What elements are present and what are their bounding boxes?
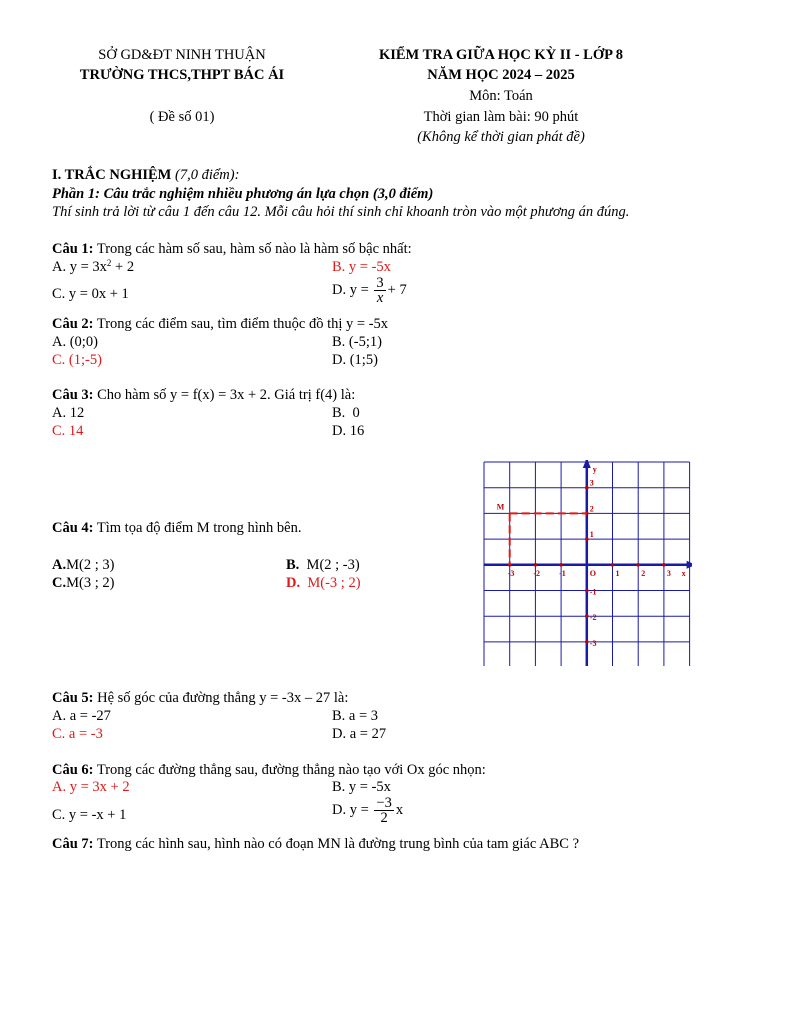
section-heading — [52, 166, 239, 184]
question-5 — [52, 689, 348, 707]
exam-code: ( Đề số 01) — [149, 109, 215, 125]
option-d[interactable]: D. 16 — [332, 423, 365, 439]
option-a-text: A. y = 3x — [52, 259, 107, 275]
x-tick-label: 1 — [615, 568, 620, 578]
part1-heading: Phần 1: Câu trắc nghiệm nhiều phương án lựa chọn (3,0 điểm) — [52, 186, 434, 202]
question-label: Câu 1: — [52, 241, 94, 257]
question-label: Câu 4: — [52, 520, 94, 536]
tick-mark — [585, 640, 589, 644]
question-2 — [52, 315, 388, 333]
question-label: Câu 5: — [52, 690, 94, 706]
option-key: B. — [286, 557, 300, 573]
origin-label: O — [589, 568, 597, 578]
instruction: Thí sinh trả lời từ câu 1 đến câu 12. Mỗi câu hỏi thí sinh chỉ khoanh tròn vào một phương án đúng. — [52, 204, 630, 220]
option-d-tail: x — [395, 801, 404, 818]
option-c[interactable]: C. y = 0x + 1 — [52, 286, 129, 302]
tick-mark — [534, 563, 538, 567]
tick-mark — [636, 563, 640, 567]
exam-title: KIỂM TRA GIỮA HỌC KỲ II - LỚP 8 — [378, 47, 624, 63]
option-b[interactable]: B. y = -5x — [332, 259, 391, 275]
question-6 — [52, 761, 486, 779]
x-axis-arrow — [687, 561, 692, 569]
school-name: TRƯỜNG THCS,THPT BÁC ÁI — [79, 67, 285, 83]
subject: Môn: Toán — [469, 88, 533, 104]
question-label: Câu 3: — [52, 387, 94, 403]
question-text: Hệ số góc của đường thẳng y = -3x – 27 là: — [97, 690, 349, 706]
option-c[interactable]: C. (1;-5) — [52, 352, 102, 368]
y-tick-label: 2 — [589, 504, 594, 514]
option-d[interactable]: D. (1;5) — [332, 352, 378, 368]
tick-mark — [585, 486, 589, 490]
option-d[interactable] — [286, 574, 361, 592]
option-d[interactable] — [332, 796, 403, 825]
option-a[interactable]: A. y = 3x + 2 — [52, 779, 130, 795]
option-b[interactable]: B. 0 — [332, 405, 360, 421]
tick-mark — [585, 614, 589, 618]
option-a[interactable] — [52, 556, 114, 574]
y-tick-label: -3 — [589, 638, 597, 648]
x-axis-label: x — [681, 568, 686, 578]
y-tick-label: -2 — [589, 613, 597, 623]
option-a[interactable] — [52, 258, 134, 276]
question-text: Tìm tọa độ điểm M trong hình bên. — [96, 520, 302, 536]
y-tick-label: -1 — [589, 587, 597, 597]
coordinate-graph — [482, 460, 692, 666]
option-key: D. — [286, 575, 301, 591]
option-c[interactable] — [52, 574, 114, 592]
x-tick-label: 2 — [641, 568, 646, 578]
option-a[interactable]: A. (0;0) — [52, 334, 98, 350]
y-tick-label: 1 — [589, 530, 594, 540]
question-label: Câu 6: — [52, 762, 94, 778]
tick-mark — [662, 563, 666, 567]
tick-mark — [559, 563, 563, 567]
x-tick-label: -2 — [533, 568, 541, 578]
option-value: M(3 ; 2) — [66, 575, 115, 591]
x-tick-label: -1 — [559, 568, 566, 578]
graph-labels — [497, 465, 686, 648]
axes — [484, 460, 692, 666]
question-text: Cho hàm số y = f(x) = 3x + 2. Giá trị f(4) là: — [97, 387, 356, 403]
option-b[interactable]: B. y = -5x — [332, 779, 391, 795]
y-axis-label: y — [592, 465, 597, 474]
option-d-text: D. y = — [332, 801, 369, 818]
y-tick-label: 3 — [589, 478, 594, 488]
option-b[interactable]: B. (-5;1) — [332, 334, 382, 350]
time-note: (Không kể thời gian phát đề) — [417, 129, 585, 145]
x-tick-label: 3 — [666, 568, 671, 578]
question-4 — [52, 519, 301, 537]
fraction-numerator: 3 — [376, 275, 384, 291]
tick-mark — [611, 563, 615, 567]
option-key: A. — [52, 557, 67, 573]
question-text: Trong các hình sau, hình nào có đoạn MN là đường trung bình của tam giác ABC ? — [96, 836, 580, 852]
option-a[interactable]: A. a = -27 — [52, 708, 111, 724]
option-d-tail: + 7 — [387, 281, 407, 298]
fraction-denominator: x — [376, 290, 384, 306]
tick-mark — [585, 537, 589, 541]
option-b[interactable]: B. a = 3 — [332, 708, 379, 724]
tick-mark — [585, 589, 589, 593]
option-d[interactable]: D. a = 27 — [332, 726, 387, 742]
question-label: Câu 2: — [52, 316, 94, 332]
y-axis-arrow — [583, 460, 591, 468]
department-name: SỞ GD&ĐT NINH THUẬN — [98, 47, 266, 63]
option-a[interactable]: A. 12 — [52, 405, 85, 421]
question-label: Câu 7: — [52, 836, 94, 852]
option-value: M(2 ; 3) — [66, 557, 115, 573]
school-year: NĂM HỌC 2024 – 2025 — [427, 67, 575, 83]
option-c[interactable]: C. 14 — [52, 423, 84, 439]
x-tick-label: -3 — [507, 568, 515, 578]
option-value: M(-3 ; 2) — [307, 575, 361, 591]
question-text: Trong các đường thẳng sau, đường thẳng nào tạo với Ox góc nhọn: — [96, 762, 486, 778]
option-b[interactable] — [286, 556, 360, 574]
point-m-label: M — [496, 502, 505, 512]
exponent: 2 — [106, 258, 112, 268]
option-c[interactable]: C. y = -x + 1 — [52, 807, 127, 823]
question-7 — [52, 835, 579, 853]
option-d-text: D. y = — [332, 281, 369, 298]
option-d[interactable] — [332, 276, 407, 305]
section-title: I. TRẮC NGHIỆM — [52, 167, 172, 183]
question-1 — [52, 240, 412, 258]
question-text: Trong các hàm số sau, hàm số nào là hàm số bậc nhất: — [96, 241, 412, 257]
fraction-numerator: −3 — [376, 795, 392, 811]
option-value: M(2 ; -3) — [306, 557, 360, 573]
duration: Thời gian làm bài: 90 phút — [423, 109, 579, 125]
section-points: (7,0 điểm): — [175, 167, 240, 183]
question-3 — [52, 386, 355, 404]
fraction — [374, 276, 385, 305]
fraction-denominator: 2 — [380, 810, 388, 826]
fraction — [374, 796, 393, 825]
option-c[interactable]: C. a = -3 — [52, 726, 103, 742]
question-text: Trong các điểm sau, tìm điểm thuộc đồ thị y = -5x — [96, 316, 389, 332]
option-key: C. — [52, 575, 67, 591]
option-a-tail: + 2 — [111, 259, 135, 275]
